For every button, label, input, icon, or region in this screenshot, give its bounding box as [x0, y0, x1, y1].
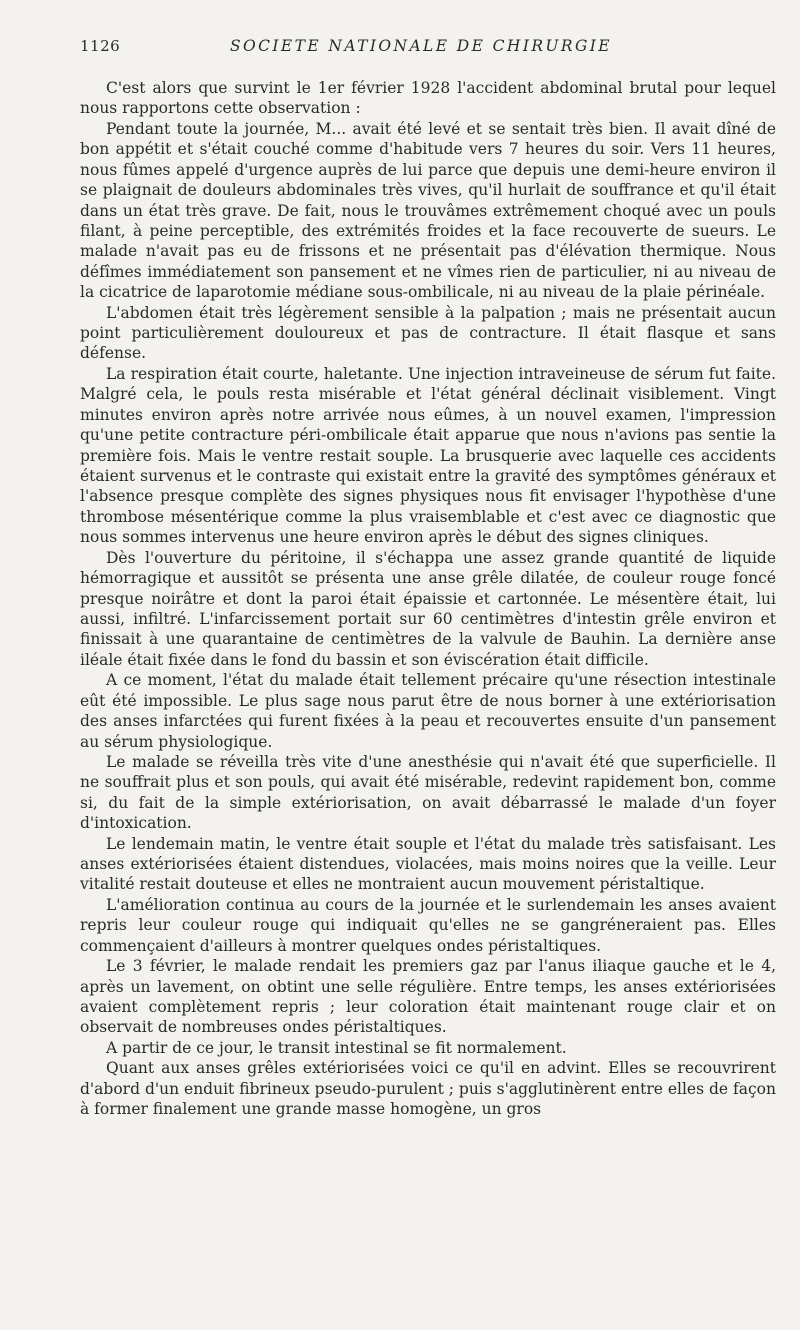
paragraph: Dès l'ouverture du péritoine, il s'échappa une assez grande quantité de liquide hémorragique et aussitôt se présenta une anse grêle dilatée, de couleur rouge foncé presque noirâtre et dont la paroi était épaissie et cartonnée. Le mésentère était, lui aussi, infiltré. L'infarcissement portait sur 60 centimètres d'intestin grêle environ et finissait à une quarantaine de centimètres de la valvule de Bauhin. La dernière anse iléale était fixée dans le fond du bassin et son éviscération était difficile.	[80, 548, 776, 669]
paragraph: L'amélioration continua au cours de la journée et le surlendemain les anses avaient repris leur couleur rouge qui indiquait qu'elles ne se gangréneraient pas. Elles commençaient d'ailleurs à montrer quelques ondes péristaltiques.	[80, 895, 776, 955]
paragraph: L'abdomen était très légèrement sensible à la palpation ; mais ne présentait aucun point particulièrement douloureux et pas de contracture. Il était flasque et sans défense.	[80, 303, 776, 363]
page-number: 1126	[80, 37, 121, 55]
paragraph: Pendant toute la journée, M... avait été levé et se sentait très bien. Il avait dîné de bon appétit et s'était couché comme d'habitude vers 7 heures du soir. Vers 11 heures, nous fûmes appelé d'urgence auprès de lui parce que depuis une demi-heure environ il se plaignait de douleurs abdominales très vives, qu'il hurlait de souffrance et qu'il était dans un état très grave. De fait, nous le trouvâmes extrêmement choqué avec un pouls filant, à peine perceptible, des extrémités froides et la face recouverte de sueurs. Le malade n'avait pas eu de frissons et ne présentait pas d'élévation thermique. Nous défîmes immédiatement son pansement et ne vîmes rien de particulier, ni au niveau de la cicatrice de laparotomie médiane sous-ombilicale, ni au niveau de la plaie périnéale.	[80, 119, 776, 302]
body-text	[80, 78, 776, 1120]
paragraph: Le lendemain matin, le ventre était souple et l'état du malade très satisfaisant. Les anses extériorisées étaient distendues, violacées, mais moins noires que la veille. Leur vitalité restait douteuse et elles ne montraient aucun mouvement péristaltique.	[80, 834, 776, 894]
paragraph: A ce moment, l'état du malade était tellement précaire qu'une résection intestinale eût été impossible. Le plus sage nous parut être de nous borner à une extériorisation des anses infarctées qui furent fixées à la peau et recouvertes ensuite d'un pansement au sérum physiologique.	[80, 671, 776, 751]
paragraph: Quant aux anses grêles extériorisées voici ce qu'il en advint. Elles se recouvrirent d'abord d'un enduit fibrineux pseudo-purulent ; puis s'agglutinèrent entre elles de façon à former finalement une grande masse homogène, un gros	[80, 1059, 776, 1119]
paragraph: C'est alors que survint le 1er février 1928 l'accident abdominal brutal pour lequel nous rapportons cette observation :	[80, 79, 776, 118]
paragraph: La respiration était courte, haletante. Une injection intraveineuse de sérum fut faite. Malgré cela, le pouls resta misérable et l'état général déclinait visiblement. Vingt minutes environ après notre arrivée nous eûmes, à un nouvel examen, l'impression qu'une petite contracture péri-ombilicale était apparue que nous n'avions pas sentie la première fois. Mais le ventre restait souple. La brusquerie avec laquelle ces accidents étaient survenus et le contraste qui existait entre la gravité des symptômes généraux et l'absence presque complète des signes physiques nous fit envisager l'hypothèse d'une thrombose mésentérique comme la plus vraisemblable et c'est avec ce diagnostic que nous sommes intervenus une heure environ après le début des signes cliniques.	[80, 364, 776, 547]
paragraph: A partir de ce jour, le transit intestinal se fit normalement.	[106, 1038, 567, 1057]
paragraph: Le 3 février, le malade rendait les premiers gaz par l'anus iliaque gauche et le 4, après un lavement, on obtint une selle régulière. Entre temps, les anses extériorisées avaient complètement repris ; leur coloration était maintenant rouge clair et on observait de nombreuses ondes péristaltiques.	[80, 957, 776, 1037]
page-header	[80, 37, 780, 59]
running-title: SOCIETE NATIONALE DE CHIRURGIE	[230, 37, 612, 55]
paragraph: Le malade se réveilla très vite d'une anesthésie qui n'avait été que superficielle. Il ne souffrait plus et son pouls, qui avait été misérable, redevint rapidement bon, comme si, du fait de la simple extériorisation, on avait débarrassé le malade d'un foyer d'intoxication.	[80, 752, 776, 833]
